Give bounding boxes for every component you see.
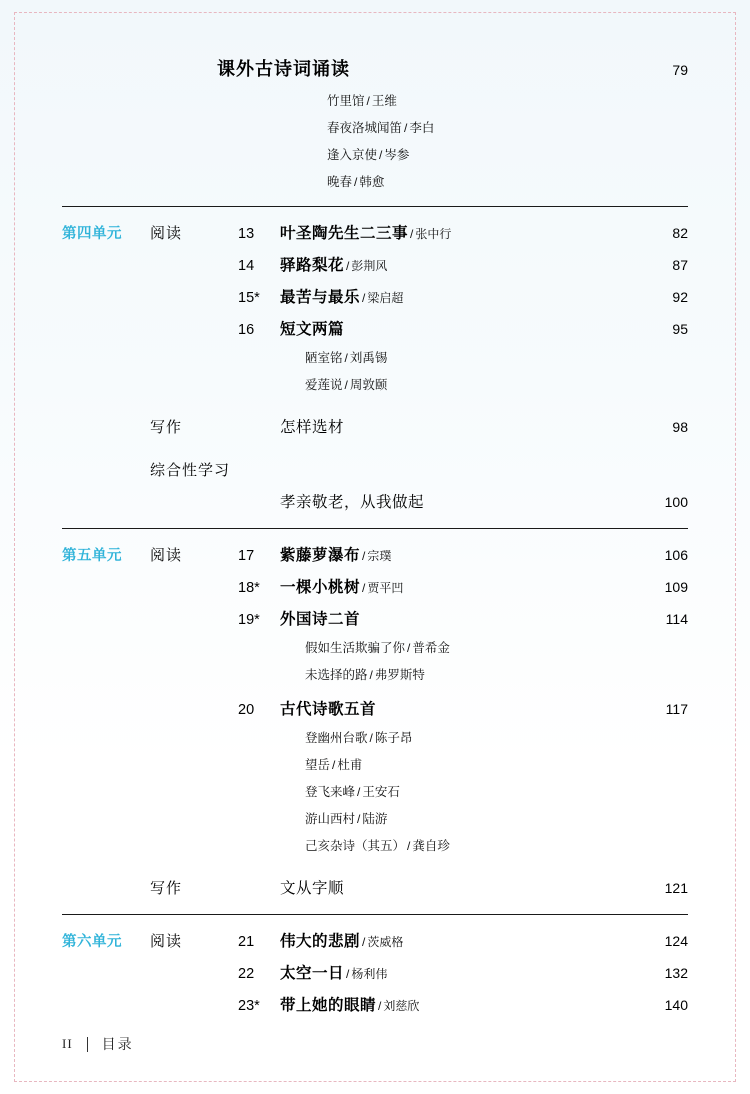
sub-author: 杜甫 [337, 758, 363, 772]
title-text: 一棵小桃树 [280, 579, 361, 596]
poem-title: 晚春 [327, 175, 353, 189]
author-text: 宗璞 [367, 549, 392, 563]
sub-title: 陋室铭 [305, 351, 343, 365]
poem-line [327, 118, 688, 136]
item-title [280, 961, 642, 983]
section-heading-page: 79 [672, 62, 688, 78]
item-title [280, 415, 642, 437]
page-number: 95 [672, 321, 688, 337]
separator-slash: / [362, 581, 366, 595]
sub-author: 王安石 [362, 785, 400, 799]
sub-entry[interactable] [62, 809, 688, 827]
sub-title: 登幽州台歌 [305, 731, 368, 745]
item-title [280, 285, 642, 307]
page-number: 117 [665, 701, 688, 717]
author-text: 杨利伟 [351, 967, 388, 981]
author-text: 刘慈欣 [383, 999, 420, 1013]
separator-slash: / [362, 291, 366, 305]
sub-line [305, 348, 688, 366]
sub-author: 龚自珍 [412, 839, 450, 853]
title-text: 紫藤萝瀑布 [280, 547, 361, 564]
poem-author: 岑参 [384, 148, 410, 162]
unit-block-4 [62, 207, 688, 529]
sub-author: 陈子昂 [374, 731, 413, 745]
item-title [280, 929, 642, 951]
item-title [280, 575, 642, 597]
toc-entry-row-activity[interactable] [62, 490, 688, 512]
section-kind-label: 写作 [150, 880, 183, 897]
title-text: 带上她的眼睛 [280, 997, 377, 1014]
item-number: 15* [238, 290, 260, 306]
sub-entry[interactable] [62, 638, 688, 656]
separator-slash: / [366, 94, 370, 108]
item-number: 20 [238, 702, 255, 718]
item-number: 19* [238, 612, 260, 628]
item-number: 16 [238, 322, 255, 338]
title-text: 驿路梨花 [280, 257, 345, 274]
toc-entry-row[interactable] [62, 929, 688, 951]
sub-title: 登飞来峰 [305, 785, 356, 799]
page-number: 114 [665, 611, 688, 627]
author-text: 张中行 [415, 227, 452, 241]
toc-entry-row[interactable] [62, 543, 688, 565]
item-title [280, 490, 642, 512]
unit-label: 第四单元 [62, 226, 122, 242]
page-number: 87 [672, 257, 688, 273]
item-title [280, 876, 642, 898]
toc-entry-row[interactable] [62, 575, 688, 597]
separator-slash: / [354, 175, 358, 189]
page-number: 109 [664, 579, 688, 595]
section-heading-extracurricular-poems [62, 55, 688, 81]
poem-entry[interactable] [62, 118, 688, 136]
toc-entry-row-writing[interactable] [62, 415, 688, 437]
title-text: 古代诗歌五首 [280, 701, 377, 718]
poem-line [327, 172, 688, 190]
title-text: 叶圣陶先生二三事 [280, 225, 409, 242]
item-title [280, 221, 642, 243]
title-text: 伟大的悲剧 [280, 933, 361, 950]
toc-entry-row[interactable] [62, 253, 688, 275]
poem-entry[interactable] [62, 91, 688, 109]
toc-entry-row[interactable] [62, 221, 688, 243]
item-number: 22 [238, 966, 255, 982]
sub-line [305, 809, 688, 827]
poem-line [327, 91, 688, 109]
toc-entry-row[interactable] [62, 317, 688, 339]
section-kind-label: 阅读 [150, 547, 183, 564]
poem-title: 逢入京使 [327, 148, 378, 162]
poem-entry[interactable] [62, 172, 688, 190]
toc-entry-row-activity-label [62, 459, 688, 480]
sub-entry[interactable] [62, 728, 688, 746]
sub-entry[interactable] [62, 375, 688, 393]
toc-entry-row[interactable] [62, 961, 688, 983]
item-number: 13 [238, 226, 255, 242]
unit-block-5 [62, 529, 688, 915]
title-text: 怎样选材 [280, 419, 345, 436]
item-title [280, 697, 642, 719]
separator-slash: / [404, 121, 408, 135]
sub-author: 普希金 [412, 641, 450, 655]
sub-line [305, 782, 688, 800]
title-text: 太空一日 [280, 965, 345, 982]
title-text: 最苦与最乐 [280, 289, 361, 306]
title-text: 短文两篇 [280, 321, 345, 338]
toc-entry-row[interactable] [62, 697, 688, 719]
poem-author: 王维 [371, 94, 397, 108]
item-title [280, 543, 642, 565]
separator-slash: / [378, 999, 382, 1013]
section-kind-label: 阅读 [150, 225, 183, 242]
separator-slash: / [362, 935, 366, 949]
sub-line [305, 665, 688, 683]
sub-title: 未选择的路 [305, 668, 368, 682]
footer-label: 目录 [101, 1036, 134, 1052]
separator-slash: / [357, 812, 361, 826]
toc-entry-row[interactable] [62, 285, 688, 307]
page-number: 124 [664, 933, 688, 949]
unit-block-6 [62, 915, 688, 1015]
poem-line [327, 145, 688, 163]
page-number: 140 [664, 997, 688, 1013]
sub-title: 假如生活欺骗了你 [305, 641, 406, 655]
separator-slash: / [410, 227, 414, 241]
sub-entry[interactable] [62, 665, 688, 683]
sub-title: 望岳 [305, 758, 331, 772]
author-text: 贾平凹 [367, 581, 404, 595]
poem-entry[interactable] [62, 145, 688, 163]
sub-title: 己亥杂诗（其五） [305, 839, 406, 853]
sub-title: 爱莲说 [305, 378, 343, 392]
title-text: 孝亲敬老，从我做起 [280, 494, 425, 511]
item-title [280, 607, 642, 629]
item-number: 17 [238, 548, 255, 564]
separator-slash: / [346, 967, 350, 981]
title-text: 文从字顺 [280, 880, 345, 897]
sub-entry[interactable] [62, 836, 688, 854]
item-title [280, 317, 642, 339]
item-title [280, 253, 642, 275]
separator-slash: / [369, 668, 373, 682]
sub-line [305, 638, 688, 656]
section-kind-label: 写作 [150, 419, 183, 436]
sub-line [305, 728, 688, 746]
section-heading-title: 课外古诗词诵读 [217, 59, 350, 79]
toc-entry-row-writing[interactable] [62, 876, 688, 898]
unit-label: 第六单元 [62, 934, 122, 950]
separator-slash: / [362, 549, 366, 563]
page-number: 98 [672, 419, 688, 435]
sub-author: 周敦颐 [349, 378, 388, 392]
separator-slash: / [379, 148, 383, 162]
poem-author: 李白 [409, 121, 435, 135]
sub-author: 陆游 [362, 812, 388, 826]
page-number: 92 [672, 289, 688, 305]
toc-content [62, 55, 688, 1015]
sub-entry[interactable] [62, 755, 688, 773]
sub-title: 游山西村 [305, 812, 356, 826]
footer-page-number: II [62, 1036, 73, 1051]
page-number: 121 [664, 880, 688, 896]
sub-line [305, 836, 688, 854]
poem-title: 春夜洛城闻笛 [327, 121, 403, 135]
page-footer [62, 1034, 134, 1054]
section-kind-label: 综合性学习 [150, 462, 231, 479]
separator-slash: / [407, 839, 411, 853]
item-number: 14 [238, 258, 255, 274]
section-kind-label: 阅读 [150, 933, 183, 950]
sub-entry[interactable] [62, 782, 688, 800]
author-text: 梁启超 [367, 291, 404, 305]
item-number: 18* [238, 580, 260, 596]
footer-divider [87, 1037, 88, 1052]
author-text: 彭荆风 [351, 259, 388, 273]
separator-slash: / [344, 378, 348, 392]
item-number: 23* [238, 998, 260, 1014]
author-text: 茨威格 [367, 935, 404, 949]
separator-slash: / [346, 259, 350, 273]
separator-slash: / [357, 785, 361, 799]
unit-label: 第五单元 [62, 548, 122, 564]
sub-author: 弗罗斯特 [374, 668, 425, 682]
sub-author: 刘禹锡 [349, 351, 388, 365]
toc-entry-row[interactable] [62, 607, 688, 629]
separator-slash: / [369, 731, 373, 745]
item-number: 21 [238, 934, 255, 950]
separator-slash: / [407, 641, 411, 655]
separator-slash: / [332, 758, 336, 772]
title-text: 外国诗二首 [280, 611, 361, 628]
toc-entry-row[interactable] [62, 993, 688, 1015]
page-number: 132 [664, 965, 688, 981]
separator-slash: / [344, 351, 348, 365]
poem-title: 竹里馆 [327, 94, 365, 108]
sub-line [305, 375, 688, 393]
page-number: 106 [664, 547, 688, 563]
sub-line [305, 755, 688, 773]
poem-author: 韩愈 [359, 175, 385, 189]
item-title [280, 993, 642, 1015]
page-number: 100 [664, 494, 688, 510]
sub-entry[interactable] [62, 348, 688, 366]
page-number: 82 [672, 225, 688, 241]
